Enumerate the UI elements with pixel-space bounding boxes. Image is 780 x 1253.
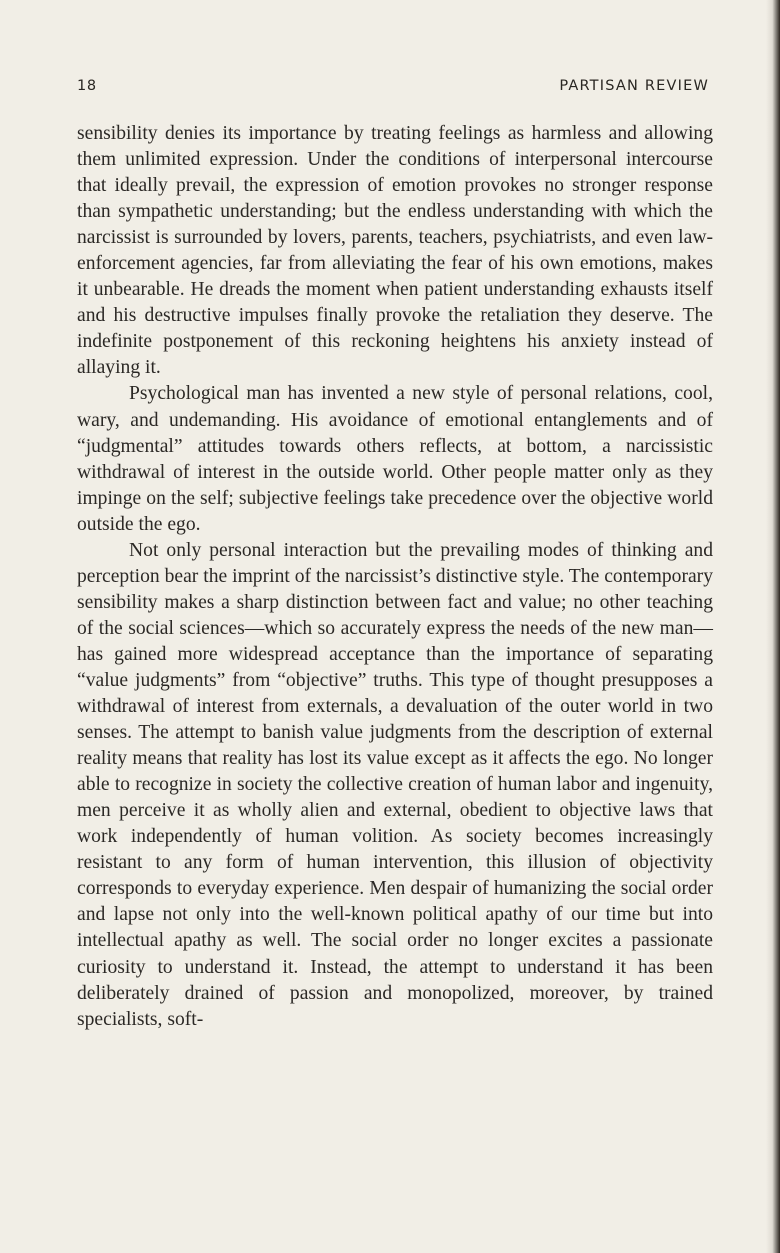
journal-title: PARTISAN REVIEW — [559, 78, 709, 94]
paragraph-2: Psychological man has invented a new style of personal relations, cool, wary, and undemanding. His avoidance of emotional entanglements and of “judgmental” attitudes towards others reflects, at bottom, a narcissistic withdrawal of interest in the outside world. Other people matter only as they impinge on the self; subjective feelings take precedence over the objective world outside the ego. — [77, 383, 713, 535]
page-number: 18 — [77, 78, 97, 94]
paragraph-3: Not only personal interaction but the prevailing modes of thinking and perception bear the imprint of the narcissist’s distinctive style. The contemporary sensibility makes a sharp distinction between fact and value; no other teaching of the social sciences—which so accurately express the needs of the new man—has gained more widespread acceptance than the importance of separating “value judgments” from “objective” truths. This type of thought presupposes a withdrawal of interest from externals, a devaluation of the outer world in two senses. The attempt to banish value judgments from the description of external reality means that reality has lost its value except as it affects the ego. No longer able to recognize in society the collective creation of human labor and ingenuity, men perceive it as wholly alien and external, obedient to objective laws that work independently of human volition. As society becomes increasingly resistant to any form of human intervention, this illusion of objectivity corresponds to everyday experience. Men despair of humanizing the social order and lapse not only into the well-known political apathy of our time but into intellectual apathy as well. The social order no longer excites a passionate curiosity to understand it. Instead, the attempt to understand it has been deliberately drained of passion and monopolized, moreover, by trained specialists, soft- — [77, 539, 713, 1030]
page-edge-shadow — [766, 0, 780, 1253]
running-head — [77, 78, 709, 100]
body-text — [77, 121, 713, 1033]
paragraph-1: sensibility denies its importance by treating feelings as harmless and allowing them unlimited expression. Under the conditions of interpersonal intercourse that ideally prevail, the expression of emotion provokes no stronger response than sympathetic understanding; but the endless understanding with which the narcissist is surrounded by lovers, parents, teachers, psychiatrists, and even law-enforcement agencies, far from alleviating the fear of his own emotions, makes it unbearable. He dreads the moment when patient understanding exhausts itself and his destructive impulses finally provoke the retaliation they deserve. The indefinite postponement of this reckoning heightens his anxiety instead of allaying it. — [77, 123, 713, 379]
